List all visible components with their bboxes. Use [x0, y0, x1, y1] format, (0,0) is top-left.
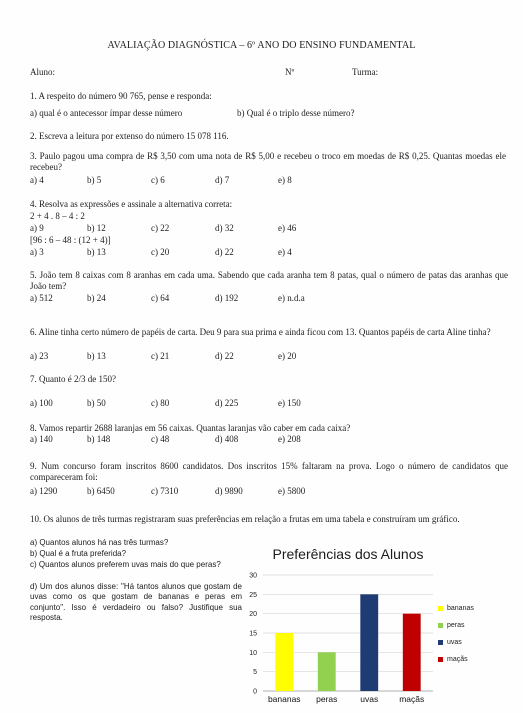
option[interactable]: a) 3	[30, 247, 44, 257]
option[interactable]: a) 100	[30, 398, 53, 408]
question-4-expression-2: [96 : 6 – 48 : (12 + 4)]	[30, 235, 111, 245]
question-1-stem: 1. A respeito do número 90 765, pense e responda:	[30, 91, 212, 101]
question-1-item-b: b) Qual é o triplo desse número?	[237, 108, 355, 118]
option[interactable]: c) 64	[151, 293, 170, 303]
y-tick-label: 15	[249, 630, 257, 638]
option[interactable]: a) 23	[30, 351, 49, 361]
legend-label: peras	[447, 622, 465, 629]
legend-label: maçãs	[447, 656, 468, 663]
option[interactable]: d) 192	[215, 293, 239, 303]
option[interactable]: c) 7310	[151, 486, 179, 496]
question-10-item-b: b) Qual é a fruta preferida?	[30, 549, 127, 558]
option[interactable]: a) 512	[30, 293, 53, 303]
legend-label: bananas	[447, 605, 474, 612]
y-tick-label: 30	[249, 572, 257, 580]
option[interactable]: d) 9890	[215, 486, 243, 496]
option[interactable]: c) 21	[151, 351, 170, 361]
option[interactable]: d) 22	[215, 247, 234, 257]
option[interactable]: d) 22	[215, 351, 234, 361]
option[interactable]: b) 148	[87, 434, 111, 444]
option[interactable]: a) 1290	[30, 486, 58, 496]
option[interactable]: c) 48	[151, 434, 170, 444]
question-3-stem: 3. Paulo pagou uma compra de R$ 3,50 com uma nota de R$ 5,00 e recebeu o troco em moedas de R$ 0,25. Quantas moedas ele recebeu?	[30, 151, 506, 172]
y-tick-label: 25	[249, 591, 257, 599]
bar-uvas	[360, 594, 378, 691]
option[interactable]: a) 140	[30, 434, 53, 444]
question-9-stem: 9. Num concurso foram inscritos 8600 candidatos. Dos inscritos 15% faltaram na prova. Logo o número de candidatos que compareceram foi:	[30, 461, 508, 482]
option[interactable]: c) 20	[151, 247, 170, 257]
fruit-preference-chart	[243, 545, 519, 705]
bar-bananas	[275, 633, 293, 691]
option[interactable]: e) 20	[278, 351, 297, 361]
option[interactable]: c) 80	[151, 398, 170, 408]
question-6-stem: 6. Aline tinha certo número de papéis de carta. Deu 9 para sua prima e ainda ficou com 13. Quantos papéis de carta Aline tinha?	[30, 327, 491, 337]
question-8-stem: 8. Vamos repartir 2688 laranjas em 56 caixas. Quantas laranjas vão caber em cada caixa?	[30, 423, 351, 433]
class-label: Turma:	[352, 67, 379, 77]
student-number-label: Nº	[285, 67, 295, 77]
option[interactable]: a) 4	[30, 175, 44, 185]
x-tick-label: peras	[316, 694, 338, 704]
option[interactable]: b) 6450	[87, 486, 115, 496]
question-1-item-a: a) qual é o antecessor ímpar desse número	[30, 108, 183, 118]
question-10-item-a: a) Quantos alunos há nas três turmas?	[30, 538, 169, 547]
option[interactable]: e) n.d.a	[278, 293, 305, 303]
option[interactable]: e) 5800	[278, 486, 306, 496]
option[interactable]: d) 408	[215, 434, 239, 444]
option[interactable]: d) 32	[215, 223, 234, 233]
question-10-item-d: d) Um dos alunos disse: "Há tantos alunos que gostam de uvas como os que gostam de bananas e peras em conjunto". Isso é verdadeiro ou falso? Justifique sua resposta.	[30, 582, 242, 622]
chart-title: Preferências dos Alunos	[272, 546, 424, 562]
x-tick-label: bananas	[267, 694, 301, 704]
option[interactable]: b) 12	[87, 223, 106, 233]
y-tick-label: 5	[253, 669, 257, 677]
bar-peras	[318, 652, 336, 691]
option[interactable]: b) 13	[87, 247, 106, 257]
question-5-stem: 5. João tem 8 caixas com 8 aranhas em cada uma. Sabendo que cada aranha tem 8 patas, qual o número de patas das aranhas que João tem?	[30, 270, 508, 291]
option[interactable]: c) 22	[151, 223, 170, 233]
option[interactable]: e) 4	[278, 247, 292, 257]
option[interactable]: e) 150	[278, 398, 301, 408]
y-tick-label: 0	[253, 688, 257, 696]
question-10-item-c: c) Quantos alunos preferem uvas mais do que peras?	[30, 560, 221, 569]
question-2-stem: 2. Escreva a leitura por extenso do número 15 078 116.	[30, 131, 229, 141]
legend-label: uvas	[447, 639, 462, 646]
option[interactable]: b) 5	[87, 175, 102, 185]
legend-swatch-uvas	[438, 640, 443, 645]
option[interactable]: d) 225	[215, 398, 239, 408]
option[interactable]: c) 6	[151, 175, 165, 185]
legend-swatch-bananas	[438, 606, 443, 611]
option[interactable]: e) 208	[278, 434, 301, 444]
chart-plot	[243, 563, 438, 711]
student-name-label: Aluno:	[30, 67, 56, 77]
option[interactable]: b) 13	[87, 351, 106, 361]
x-tick-label: maçãs	[399, 694, 425, 704]
question-10-stem: 10. Os alunos de três turmas registraram suas preferências em relação a frutas em uma tabela e construíram um gráfico.	[30, 514, 460, 524]
y-tick-label: 10	[249, 649, 257, 657]
option[interactable]: a) 9	[30, 223, 44, 233]
option[interactable]: b) 50	[87, 398, 106, 408]
x-tick-label: uvas	[360, 694, 379, 704]
exam-title: AVALIAÇÃO DIAGNÓSTICA – 6º ANO DO ENSINO FUNDAMENTAL	[107, 40, 416, 51]
bar-maçãs	[403, 614, 421, 691]
option[interactable]: e) 46	[278, 223, 297, 233]
question-4-stem: 4. Resolva as expressões e assinale a alternativa correta:	[30, 199, 233, 209]
y-tick-label: 20	[249, 611, 257, 619]
option[interactable]: d) 7	[215, 175, 230, 185]
option[interactable]: e) 8	[278, 175, 292, 185]
legend-swatch-macas	[438, 657, 443, 662]
question-4-expression-1: 2 + 4 . 8 – 4 : 2	[30, 211, 85, 221]
option[interactable]: b) 24	[87, 293, 106, 303]
legend-swatch-peras	[438, 623, 443, 628]
question-7-stem: 7. Quanto é 2/3 de 150?	[30, 374, 116, 384]
